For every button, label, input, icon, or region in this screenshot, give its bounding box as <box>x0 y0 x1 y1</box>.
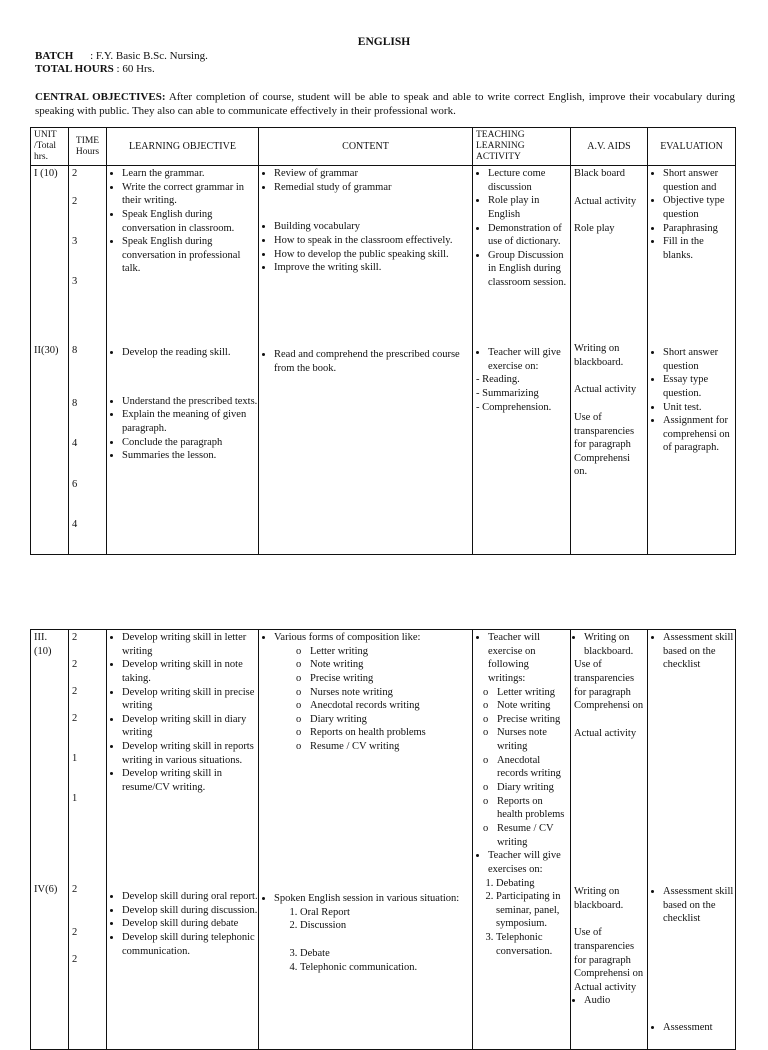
objective-column <box>107 630 259 1050</box>
hours-value: : 60 Hrs. <box>116 63 155 75</box>
list-item: • Assessment <box>663 1021 735 1035</box>
unit-2-hours-2: 8 <box>72 398 78 409</box>
list-item: • Assessment skill based on the checklist <box>663 631 735 672</box>
unit-3-hours-5: 1 <box>72 753 78 764</box>
list-item: Use of transparencies for paragraph Comprehensi on <box>574 927 644 980</box>
list-item: • Paraphrasing <box>663 222 735 236</box>
unit-3-av <box>574 631 644 740</box>
objective-column <box>107 166 259 555</box>
list-item: • Write the correct grammar in their writing. <box>122 181 260 208</box>
av-column <box>571 630 648 1050</box>
header-unit: UNIT /Total hrs. <box>31 128 69 166</box>
list-item: • Develop writing skill in letter writing <box>122 631 260 658</box>
list-item: o Note writing <box>497 699 565 713</box>
hours-line <box>35 62 155 76</box>
list-item: - Summarizing <box>476 387 539 399</box>
content-column <box>259 630 473 1050</box>
unit-2-hours-3: 4 <box>72 438 78 449</box>
list-item: Actual activity <box>574 195 637 207</box>
teaching-column <box>473 630 571 1050</box>
evaluation-column <box>648 166 736 555</box>
list-item: • Various forms of composition like: <box>274 631 467 645</box>
list-item: o Resume / CV writing <box>310 740 467 754</box>
list-item: • Assignment for comprehensi on of paragraph. <box>663 414 735 455</box>
list-item: • Speak English during conversation in professional talk. <box>122 235 260 276</box>
list-item: - Comprehension. <box>476 401 552 413</box>
list-item: o Resume / CV writing <box>497 822 565 849</box>
unit-3-hours-1: 2 <box>72 632 78 643</box>
unit-1-label: I (10) <box>34 168 58 179</box>
header-evaluation: EVALUATION <box>648 128 736 166</box>
unit-3-evaluation <box>651 631 735 672</box>
list-item: • Lecture come discussion <box>488 167 570 194</box>
list-item: o Diary writing <box>497 781 565 795</box>
list-item: • Teacher will give exercises on: <box>488 849 568 876</box>
list-item: o Reports on health problems <box>310 726 467 740</box>
unit-2-av <box>574 342 644 479</box>
list-item: Use of transparencies for paragraph Comprehensi on. <box>574 411 635 478</box>
list-item: • Improve the writing skill. <box>274 261 474 275</box>
unit-4-hours-3: 2 <box>72 954 78 965</box>
unit-3-hours-3: 2 <box>72 686 78 697</box>
list-item: • Assessment skill based on the checklist <box>663 885 735 926</box>
av-column <box>571 166 648 555</box>
list-item: • Understand the prescribed texts. <box>122 395 260 409</box>
list-item: • Remedial study of grammar <box>274 181 474 195</box>
unit-4-av <box>574 885 644 1008</box>
header-learning-objective: LEARNING OBJECTIVE <box>107 128 259 166</box>
list-item: Actual activity <box>574 727 637 739</box>
list-item: 3. Telephonic conversation. <box>496 931 566 958</box>
list-item: • Develop writing skill in resume/CV writing. <box>122 767 260 794</box>
list-item: • Learn the grammar. <box>122 167 260 181</box>
unit-1-hours-1: 2 <box>72 168 78 179</box>
unit-3-label: III. (10) <box>34 632 52 657</box>
list-item: o Nurses note writing <box>497 726 565 753</box>
unit-1-teaching <box>476 167 570 290</box>
list-item: • Develop skill during discussion. <box>122 904 260 918</box>
list-item: o Nurses note writing <box>310 686 467 700</box>
unit-4-hours-1: 2 <box>72 884 78 895</box>
list-item: • Explain the meaning of given paragraph. <box>122 408 260 435</box>
list-item: • Role play in English <box>488 194 570 221</box>
unit-2-hours-4: 6 <box>72 479 78 490</box>
list-item: 1. Debating <box>496 877 566 891</box>
list-item: • Conclude the paragraph <box>122 436 260 450</box>
time-column <box>69 630 107 1050</box>
syllabus-table-1 <box>30 127 736 555</box>
list-item: • Fill in the blanks. <box>663 235 735 262</box>
list-item: • Essay type question. <box>663 373 735 400</box>
objectives-text: After completion of course, student will be able to speak and able to write correct English, improve their vocabulary during speaking with public. They also can able to communicate effectively in their professional work. <box>35 91 735 118</box>
unit-2-teaching <box>476 346 566 414</box>
list-item: o Diary writing <box>310 713 467 727</box>
content-column <box>259 166 473 555</box>
unit-1-hours-3: 3 <box>72 236 78 247</box>
unit-4-objectives <box>110 890 260 958</box>
unit-2-objectives <box>110 346 260 463</box>
header-time: TIME Hours <box>69 128 107 166</box>
unit-4-evaluation <box>651 885 735 1035</box>
list-item: • Develop skill during debate <box>122 917 260 931</box>
list-item: • How to develop the public speaking skill. <box>274 248 474 262</box>
objectives-label: CENTRAL OBJECTIVES: <box>35 91 166 103</box>
list-item: o Anecdotal records writing <box>497 754 565 781</box>
list-item: Writing on blackboard. <box>574 343 624 368</box>
list-item: • Develop skill during oral report. <box>122 890 260 904</box>
unit-3-hours-4: 2 <box>72 713 78 724</box>
list-item: 2. Participating in seminar, panel, symposium. <box>496 890 566 931</box>
list-item: • Spoken English session in various situation: <box>274 892 467 906</box>
batch-value: : F.Y. Basic B.Sc. Nursing. <box>90 50 208 62</box>
unit-3-hours-2: 2 <box>72 659 78 670</box>
list-item: - Reading. <box>476 374 520 386</box>
unit-4-content <box>262 892 467 974</box>
document-title: ENGLISH <box>357 36 411 48</box>
unit-4-hours-2: 2 <box>72 927 78 938</box>
hours-label: TOTAL HOURS <box>35 63 114 75</box>
list-item: Writing on blackboard. <box>574 886 624 911</box>
unit-1-content <box>262 167 474 275</box>
list-item: • Building vocabulary <box>274 220 474 234</box>
list-item: o Anecdotal records writing <box>310 699 467 713</box>
list-item: • Review of grammar <box>274 167 474 181</box>
teaching-column <box>473 166 571 555</box>
unit-1-objectives <box>110 167 260 276</box>
list-item: Role play <box>574 223 615 235</box>
list-item: • How to speak in the classroom effectively. <box>274 234 474 248</box>
unit-1-evaluation <box>651 167 735 262</box>
list-item: o Letter writing <box>497 686 565 700</box>
list-item: o Note writing <box>310 658 467 672</box>
unit-1-hours-4: 3 <box>72 276 78 287</box>
header-content: CONTENT <box>259 128 473 166</box>
list-item: • Teacher will exercise on following writings: <box>488 631 568 686</box>
list-item: o Precise writing <box>310 672 467 686</box>
central-objectives <box>35 90 735 119</box>
list-item: • Unit test. <box>663 401 735 415</box>
list-item: o Precise writing <box>497 713 565 727</box>
list-item: Actual activity <box>574 981 637 993</box>
syllabus-table-2 <box>30 629 736 1050</box>
unit-1-av <box>574 167 644 236</box>
unit-3-content <box>262 631 467 754</box>
list-item: Actual activity <box>574 384 637 396</box>
list-item: o Reports on health problems <box>497 795 565 822</box>
unit-4-label: IV(6) <box>34 884 58 895</box>
list-item: • Develop writing skill in reports writing in various situations. <box>122 740 260 767</box>
list-item: • Short answer question and <box>663 167 735 194</box>
unit-1-hours-2: 2 <box>72 196 78 207</box>
list-item: • Develop skill during telephonic communication. <box>122 931 260 958</box>
list-item: • Read and comprehend the prescribed course from the book. <box>274 348 474 375</box>
unit-2-content <box>262 348 474 375</box>
list-item: Use of transparencies for paragraph Comprehensi on <box>574 659 644 712</box>
list-item: 3. Debate <box>300 947 467 961</box>
list-item: • Develop writing skill in diary writing <box>122 713 260 740</box>
list-item: • Writing on blackboard. <box>584 631 644 658</box>
list-item: • Teacher will give exercise on: <box>488 346 570 373</box>
unit-2-hours-5: 4 <box>72 519 78 530</box>
list-item: 4. Telephonic communication. <box>300 961 467 975</box>
batch-label: BATCH <box>35 50 74 62</box>
list-item: • Short answer question <box>663 346 735 373</box>
list-item: o Letter writing <box>310 645 467 659</box>
list-item: • Develop writing skill in precise writing <box>122 686 260 713</box>
list-item: • Demonstration of use of dictionary. <box>488 222 570 249</box>
list-item: Black board <box>574 168 626 179</box>
list-item: 1. Oral Report <box>300 906 467 920</box>
unit-3-teaching <box>476 631 566 958</box>
unit-2-evaluation <box>651 346 735 455</box>
unit-3-objectives <box>110 631 260 795</box>
header-teaching-activity: TEACHING LEARNING ACTIVITY <box>473 128 571 166</box>
list-item: • Audio <box>584 994 644 1008</box>
unit-2-label: II(30) <box>34 345 59 356</box>
list-item: • Develop the reading skill. <box>122 346 260 360</box>
list-item: • Objective type question <box>663 194 735 221</box>
list-item: • Summaries the lesson. <box>122 449 260 463</box>
time-column <box>69 166 107 555</box>
header-av-aids: A.V. AIDS <box>571 128 648 166</box>
list-item: • Speak English during conversation in classroom. <box>122 208 260 235</box>
unit-2-hours-1: 8 <box>72 345 78 356</box>
unit-column <box>31 630 69 1050</box>
unit-column <box>31 166 69 555</box>
unit-3-hours-6: 1 <box>72 793 78 804</box>
list-item: • Develop writing skill in note taking. <box>122 658 260 685</box>
list-item: 2. Discussion <box>300 919 467 933</box>
list-item: • Group Discussion in English during classroom session. <box>488 249 570 290</box>
evaluation-column <box>648 630 736 1050</box>
